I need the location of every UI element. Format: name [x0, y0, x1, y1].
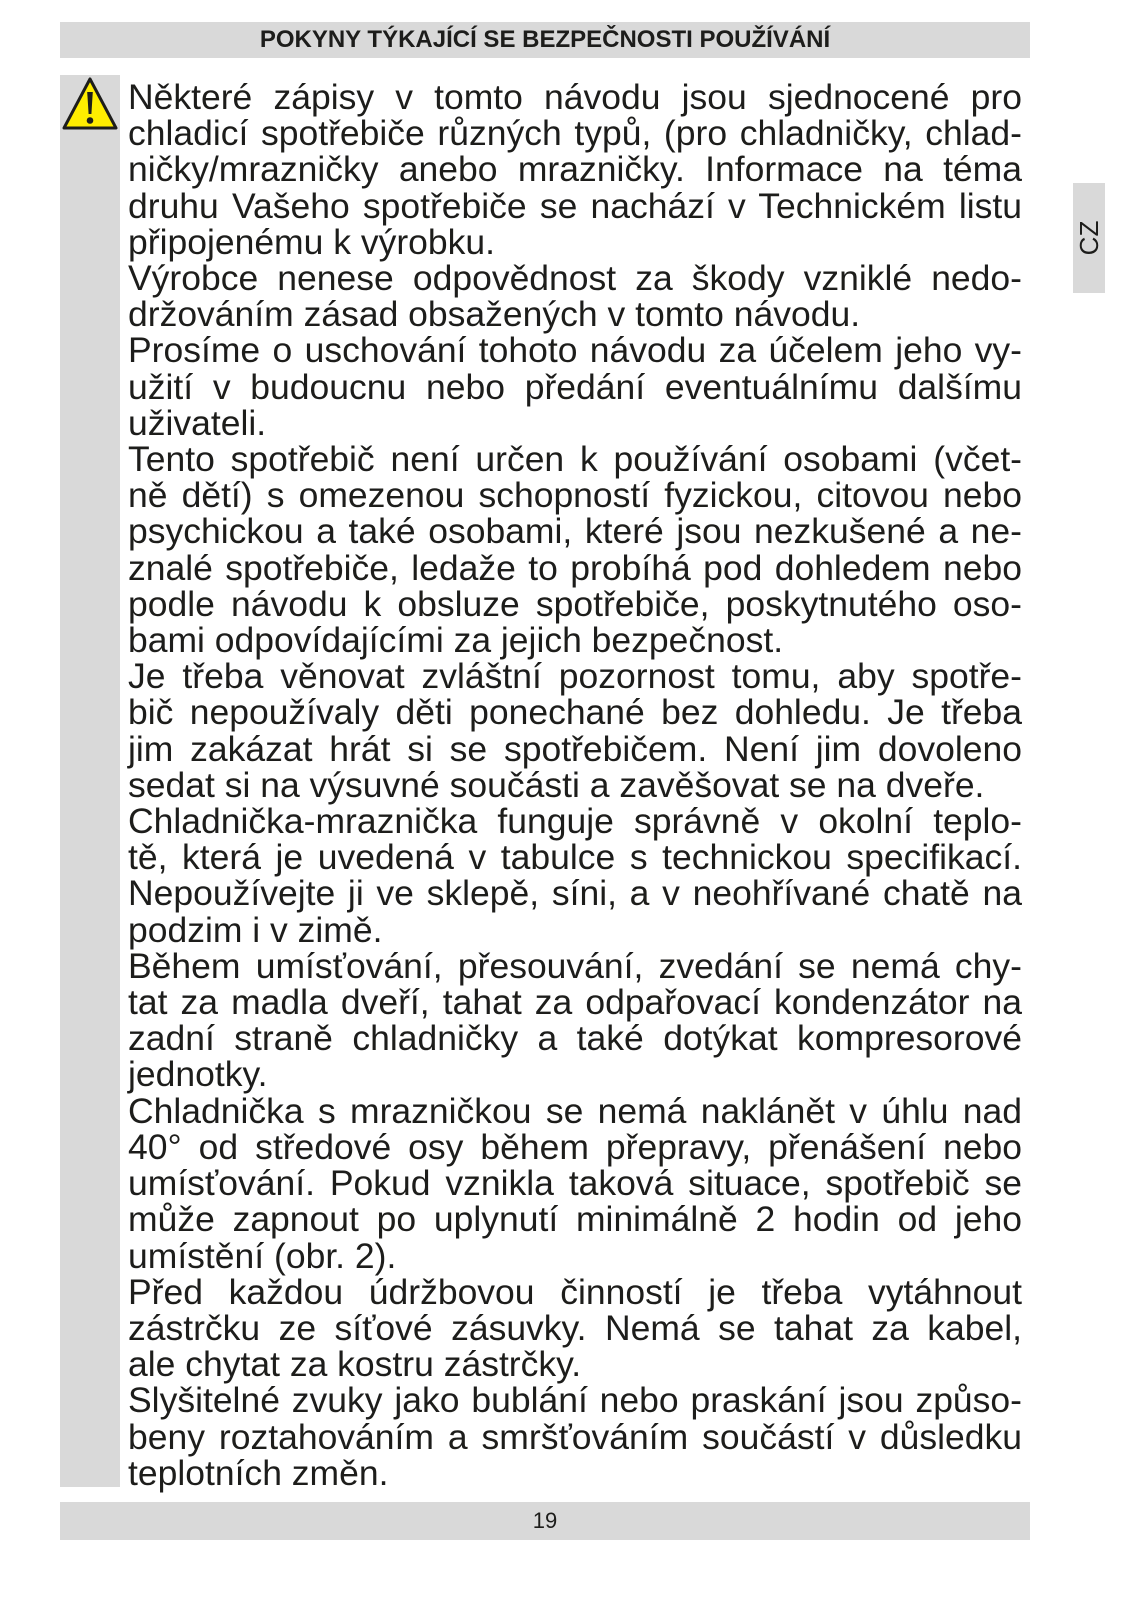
paragraph-line: jednotky. — [128, 1054, 268, 1095]
paragraph-line: ale chytat za kostru zástrčky. — [128, 1344, 582, 1385]
paragraph-line: bami odpovídajícími za jejich bezpečnost. — [128, 620, 784, 661]
body-text — [128, 79, 1022, 1491]
paragraph-line: znalé spotřebiče, ledaže to probíhá pod dohledem nebo — [128, 547, 1022, 588]
paragraph-line: podzim i v zimě. — [128, 909, 383, 950]
paragraph — [128, 1271, 1022, 1385]
paragraph-line: sedat si na výsuvné součásti a zavěšovat se na dveře. — [128, 764, 985, 805]
paragraph-line: Některé zápisy v tomto návodu jsou sjednocené pro — [128, 77, 1022, 117]
paragraph-line: Nepoužívejte ji ve sklepě, síni, a v neohřívané chatě na — [128, 873, 1022, 914]
paragraph-line: psychickou a také osobami, které jsou nezkušené a ne- — [128, 511, 1022, 552]
paragraph-line: Je třeba věnovat zvláštní pozornost tomu, aby spotře- — [128, 656, 1022, 697]
paragraph — [128, 439, 1022, 661]
paragraph-line: ničky/mrazničky anebo mrazničky. Informace na téma — [128, 149, 1022, 190]
warning-margin-bar — [60, 75, 120, 1487]
paragraph — [128, 79, 1022, 260]
paragraph-line: uživateli. — [128, 402, 267, 443]
language-tab — [1073, 183, 1105, 293]
paragraph-line: Chladnička-mraznička funguje správně v okolní teplo- — [128, 801, 1022, 842]
paragraph — [128, 945, 1022, 1095]
paragraph — [128, 1090, 1022, 1276]
paragraph-line: chladicí spotřebiče různých typů, (pro chladničky, chlad- — [128, 113, 1022, 154]
paragraph-line: připojenému k výrobku. — [128, 221, 496, 262]
paragraph-line: zadní straně chladničky a také dotýkat kompresorové — [128, 1018, 1022, 1059]
paragraph-line: druhu Vašeho spotřebiče se nachází v Technickém listu — [128, 185, 1022, 226]
paragraph-line: teplotních změn. — [128, 1452, 389, 1493]
paragraph-line: Tento spotřebič není určen k používání osobami (včet- — [128, 439, 1022, 480]
paragraph — [128, 258, 1022, 335]
paragraph-line: tat za madla dveří, tahat za odpařovací kondenzátor na — [128, 982, 1022, 1023]
paragraph-line: ně dětí) s omezenou schopností fyzickou, citovou nebo — [128, 475, 1022, 516]
paragraph-line: beny roztahováním a smršťováním součástí v důsledku — [128, 1416, 1022, 1457]
paragraph-line: užití v budoucnu nebo předání eventuálnímu dalšímu — [128, 366, 1022, 407]
section-header-bar — [60, 22, 1030, 58]
paragraph — [128, 332, 1022, 441]
page-number: 19 — [532, 1508, 558, 1533]
footer-bar — [60, 1502, 1030, 1540]
paragraph-line: bič nepoužívaly děti ponechané bez dohledu. Je třeba — [128, 692, 1022, 733]
paragraph — [128, 1382, 1022, 1491]
paragraph-line: zástrčku ze síťové zásuvky. Nemá se tahat za kabel, — [128, 1307, 1022, 1348]
paragraph-line: může zapnout po uplynutí minimálně 2 hodin od jeho — [128, 1199, 1022, 1240]
paragraph-line: 40° od středové osy během přepravy, přenášení nebo — [128, 1126, 1022, 1167]
paragraph-line: jim zakázat hrát si se spotřebičem. Není jim dovoleno — [128, 728, 1022, 769]
paragraph-line: Výrobce nenese odpovědnost za škody vzniklé nedo- — [128, 258, 1022, 299]
paragraph-line: Chladnička s mrazničkou se nemá naklánět v úhlu nad — [128, 1090, 1022, 1131]
paragraph-line: tě, která je uvedená v tabulce s technickou specifikací. — [128, 837, 1022, 878]
paragraph-line: umísťování. Pokud vznikla taková situace, spotřebič se — [128, 1163, 1022, 1204]
warning-triangle-icon — [61, 76, 119, 132]
paragraph-line: Před každou údržbovou činností je třeba vytáhnout — [128, 1271, 1022, 1312]
paragraph — [128, 803, 1022, 948]
language-tab-label: CZ — [1074, 220, 1104, 256]
paragraph-line: podle návodu k obsluze spotřebiče, poskytnutého oso- — [128, 583, 1022, 624]
paragraph-line: držováním zásad obsažených v tomto návodu. — [128, 294, 861, 335]
paragraph-line: Během umísťování, přesouvání, zvedání se nemá chy- — [128, 945, 1022, 986]
paragraph-line: Slyšitelné zvuky jako bublání nebo praskání jsou způso- — [128, 1380, 1022, 1421]
section-title: POKYNY TÝKAJÍCÍ SE BEZPEČNOSTI POUŽÍVÁNÍ — [259, 26, 831, 53]
paragraph — [128, 658, 1022, 803]
paragraph-line: Prosíme o uschování tohoto návodu za účelem jeho vy- — [128, 330, 1022, 371]
paragraph-line: umístění (obr. 2). — [128, 1235, 397, 1276]
